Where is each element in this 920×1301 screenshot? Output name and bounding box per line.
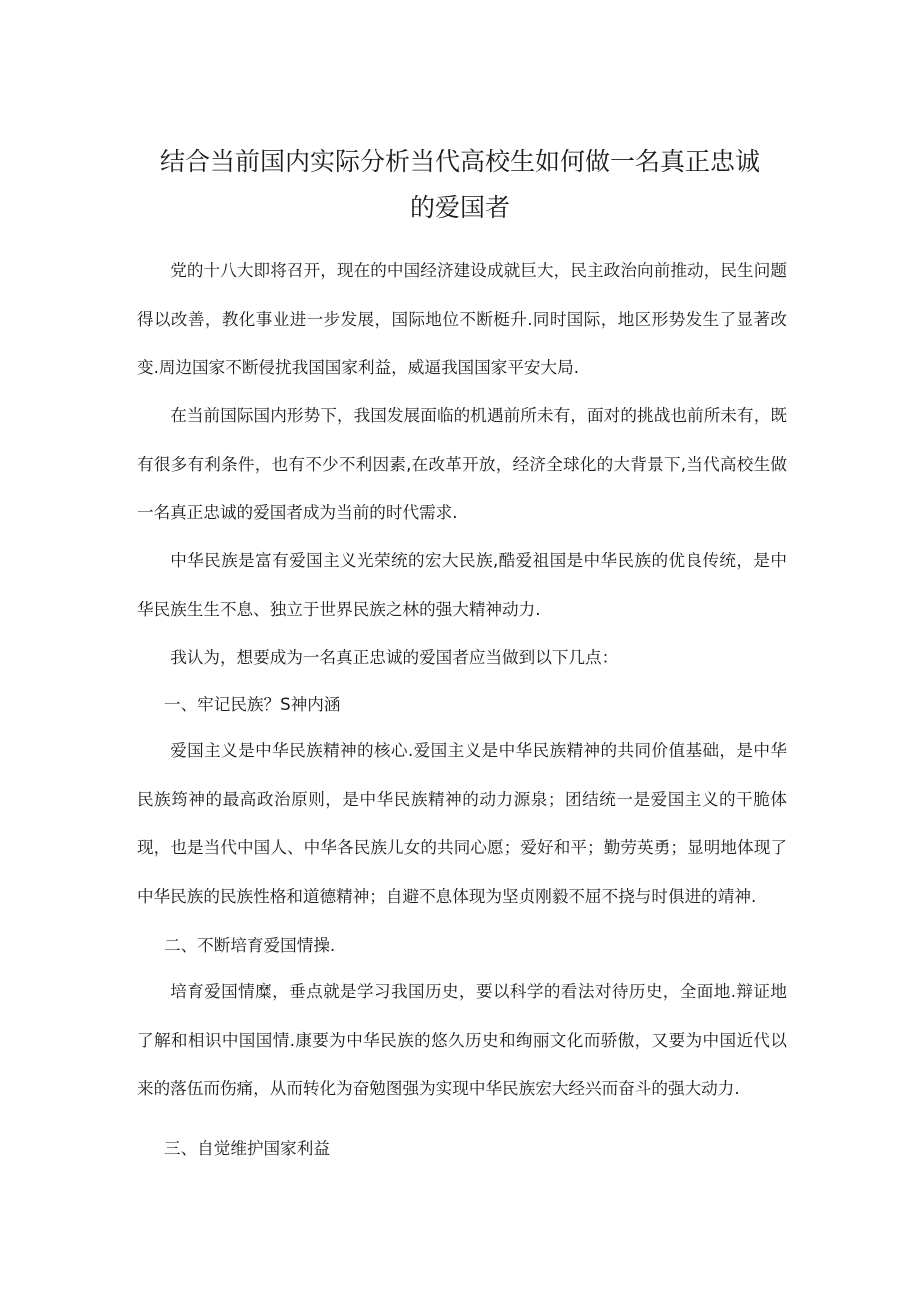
paragraph-intro: 党的十八大即将召开，现在的中国经济建设成就巨大，民主政治向前推动，民生问题得以改善，教化事业进一步发展，国际地位不断梃升.同时国际，地区形势发生了显著改变.周边国家不断侵扰我国国家利益，威逼我国国家平安大局. bbox=[137, 261, 787, 377]
paragraph-tradition: 中华民族是富有爱国主义光荣统的宏大民族,酷爱祖国是中华民族的优良传统，是中华民族生生不息、独立于世界民族之林的强大精神动力. bbox=[137, 551, 787, 619]
heading-section-2: 二、不断培育爱国情操. bbox=[164, 936, 336, 955]
document-title-line-1: 结合当前国内实际分析当代高校生如何做一名真正忠诚 bbox=[159, 147, 760, 176]
paragraph-section-2: 培育爱国情糜，垂点就是学习我国历史，要以科学的看法对待历史，全面地.辩证地了解和相识中国国情.康要为中华民族的悠久历史和绚丽文化而骄傲，又要为中国近代以来的落伍而伤痛，从而转化为奋勉图强为实现中华民族宏大经兴而奋斗的强大动力. bbox=[137, 982, 787, 1098]
heading-section-1: 一、牢记民族？S神内涵 bbox=[164, 695, 341, 714]
document-title-line-2: 的爱国者 bbox=[409, 193, 510, 222]
paragraph-points-intro: 我认为，想要成为一名真正忠诚的爱国者应当做到以下几点： bbox=[170, 648, 619, 667]
paragraph-section-1: 爱国主义是中华民族精神的核心.爱国主义是中华民族精神的共同价值基础，是中华民族筠神的最高政治原则，是中华民族精神的动力源泉；团结统一是爱国主义的干脆体现，也是当代中国人、中华各民族儿女的共同心愿；爱好和平；勤劳英勇；显明地体现了中华民族的民族性格和道德精神；自避不息体现为坚贞刚毅不屈不挠与时俱进的靖神. bbox=[137, 741, 787, 906]
paragraph-situation: 在当前国际国内形势下，我国发展面临的机遇前所未有，面对的挑战也前所未有，既有很多有利条件，也有不少不利因素,在改革开放，经济全球化的大背景下,当代高校生做一名真正忠诚的爱国者成为当前的时代需求. bbox=[137, 406, 787, 522]
heading-section-3: 三、自觉维护国家利益 bbox=[164, 1139, 330, 1158]
